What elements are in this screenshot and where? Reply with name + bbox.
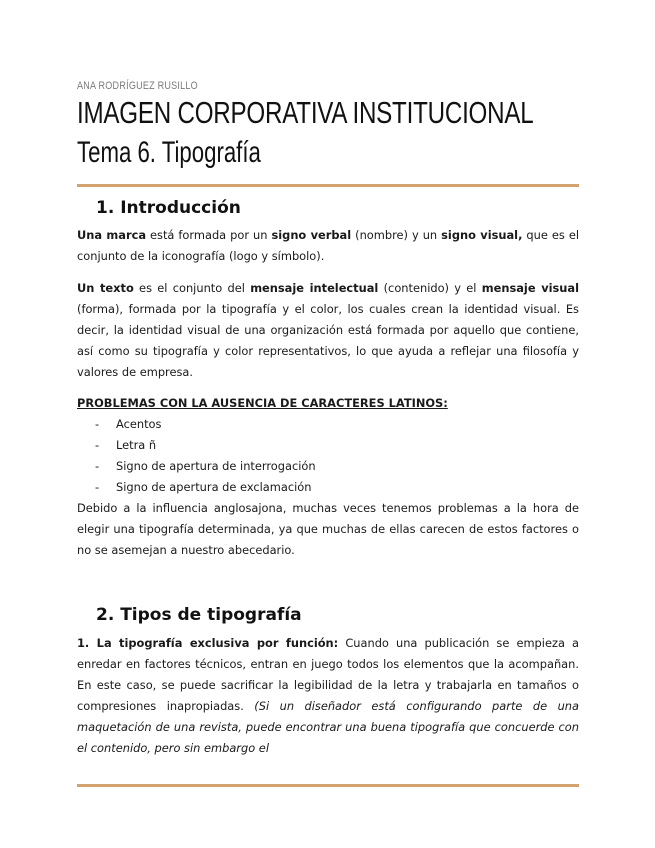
bold-signo-verbal: signo verbal [271, 228, 352, 242]
list-item [95, 414, 316, 435]
section-heading-tipos: 2. Tipos de tipografía [96, 605, 302, 625]
list-item-text: Signo de apertura de interrogación [116, 459, 316, 473]
paragraph-tipografia-exclusiva [77, 633, 579, 759]
list-item [95, 456, 316, 477]
bottom-divider [77, 784, 579, 787]
paragraph-marca [77, 225, 579, 267]
bold-signo-visual: signo visual, [441, 228, 523, 242]
problems-list [95, 414, 316, 498]
text: (nombre) y un [351, 228, 442, 242]
italic-example: (Si un diseñador está configurando parte de una maquetación de una revista, puede encontrar una buena tipografía que concuerde con el contenido, pero sin embargo el [77, 699, 579, 755]
bold-un-texto: Un texto [77, 281, 134, 295]
text: Cuando una publicación se empieza a enredar en factores técnicos, entran en juego todos los elementos que la acompañan. En este caso, se puede sacrificar la legibilidad de la letra y trabajarla en tamaños o compresiones inapropiadas. [77, 636, 579, 713]
bold-mensaje-intelectual: mensaje intelectual [250, 281, 379, 295]
top-divider [77, 184, 579, 187]
list-item-text: Letra ñ [116, 438, 157, 452]
bold-tipografia-exclusiva: 1. La tipografía exclusiva por función: [77, 636, 339, 650]
text: está formada por un [146, 228, 272, 242]
text: (contenido) y el [378, 281, 482, 295]
problems-heading: PROBLEMAS CON LA AUSENCIA DE CARACTERES LATINOS: [77, 396, 448, 410]
bullet: - [95, 438, 100, 452]
document-subtitle: Tema 6. Tipografía [77, 136, 261, 169]
bullet: - [95, 459, 100, 473]
list-item [95, 477, 316, 498]
bullet: - [95, 480, 100, 494]
author-name: ANA RODRÍGUEZ RUSILLO [77, 80, 198, 92]
paragraph-anglosajona: Debido a la influencia anglosajona, muchas veces tenemos problemas a la hora de elegir una tipografía determinada, ya que muchas de ellas carecen de estos factores o no se asemejan a nuestro abecedario. [77, 501, 579, 557]
document-title: IMAGEN CORPORATIVA INSTITUCIONAL [77, 95, 534, 130]
paragraph-texto [77, 278, 579, 383]
list-item-text: Signo de apertura de exclamación [116, 480, 312, 494]
bold-una-marca: Una marca [77, 228, 147, 242]
text: es el conjunto del [133, 281, 251, 295]
section-heading-introduccion: 1. Introducción [96, 198, 241, 218]
bullet: - [95, 417, 100, 431]
list-item [95, 435, 316, 456]
list-item-text: Acentos [116, 417, 162, 431]
text: que es el conjunto de la iconografía (logo y símbolo). [77, 228, 580, 263]
text: (forma), formada por la tipografía y el color, los cuales crean la identidad visual. Es decir, la identidad visual de una organización está formada por aquello que contiene, así como su tipografía y color representativos, lo que ayuda a reflejar una filosofía y valores de empresa. [77, 302, 579, 379]
bold-mensaje-visual: mensaje visual [481, 281, 579, 295]
